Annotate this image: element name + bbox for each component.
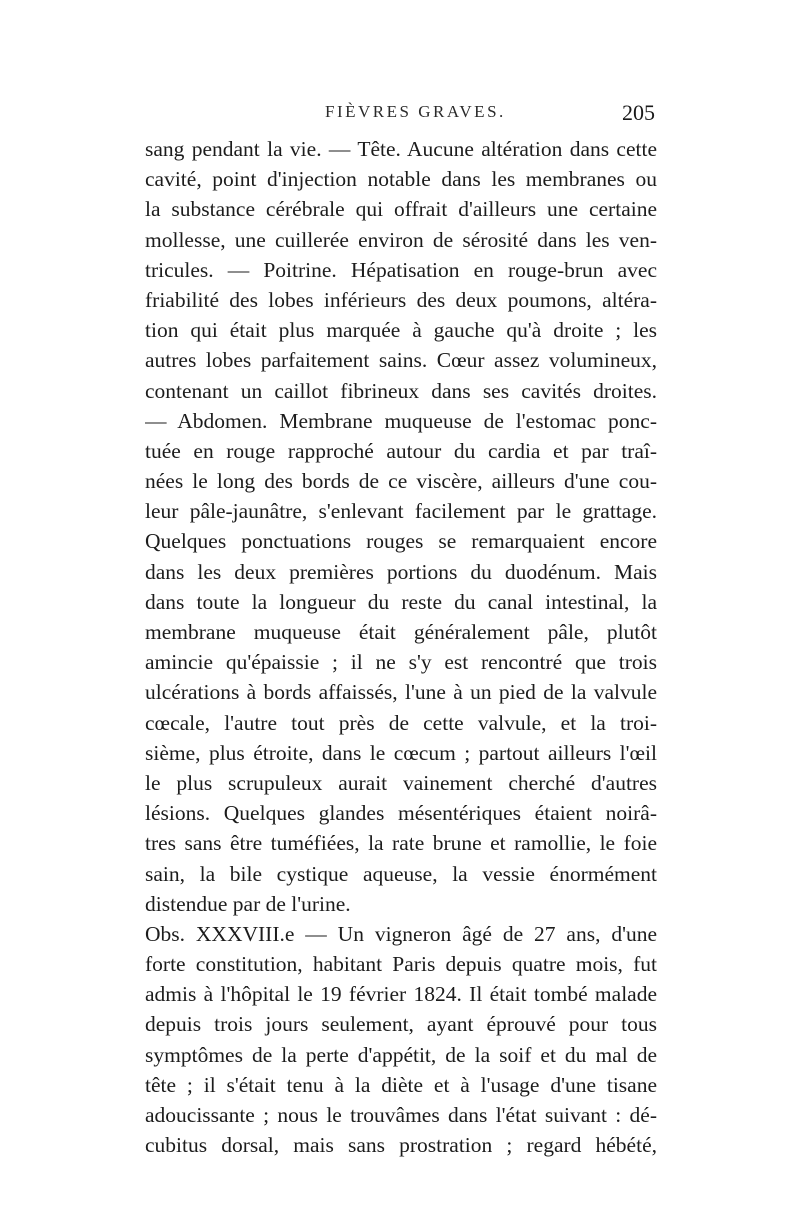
text-line: autres lobes parfaitement sains. Cœur assez volumineux, — [145, 348, 657, 373]
text-line: distendue par de l'urine. — [145, 891, 351, 916]
running-title: FIÈVRES GRAVES. — [325, 102, 506, 121]
text-line: Obs. XXXVIII.e — Un vigneron âgé de 27 ans, d'une — [145, 921, 657, 946]
text-line: la substance cérébrale qui offrait d'ailleurs une certaine — [145, 197, 657, 222]
text-line: membrane muqueuse était généralement pâle, plutôt — [145, 620, 657, 644]
text-line: contenant un caillot fibrineux dans ses cavités droites. — [145, 378, 657, 403]
text-line: nées le long des bords de ce viscère, ailleurs d'une cou- — [145, 469, 657, 494]
page-header — [145, 100, 655, 130]
text-line: tuée en rouge rapproché autour du cardia et par traî- — [145, 438, 657, 463]
text-line: symptômes de la perte d'appétit, de la soif et du mal de — [145, 1042, 657, 1067]
text-line: — Abdomen. Membrane muqueuse de l'estomac ponc- — [145, 408, 657, 433]
text-line: tête ; il s'était tenu à la diète et à l'usage d'une tisane — [145, 1072, 657, 1097]
text-line: ulcérations à bords affaissés, l'une à un pied de la valvule — [145, 680, 657, 705]
text-line: cavité, point d'injection notable dans les membranes ou — [145, 167, 657, 192]
text-line: mollesse, une cuillerée environ de sérosité dans les ven- — [145, 227, 657, 252]
text-line: cœcale, l'autre tout près de cette valvule, et la troi- — [145, 710, 657, 735]
page-number: 205 — [622, 100, 655, 125]
text-line: adoucissante ; nous le trouvâmes dans l'état suivant : dé- — [145, 1103, 657, 1127]
text-line: sième, plus étroite, dans le cœcum ; partout ailleurs l'œil — [145, 740, 657, 765]
text-line: cubitus dorsal, mais sans prostration ; regard hébété, — [145, 1133, 657, 1158]
text-line: forte constitution, habitant Paris depuis quatre mois, fut — [145, 952, 657, 977]
text-line: admis à l'hôpital le 19 février 1824. Il était tombé malade — [145, 982, 657, 1007]
text-line: amincie qu'épaissie ; il ne s'y est rencontré que trois — [145, 650, 657, 675]
text-line: tres sans être tuméfiées, la rate brune et ramollie, le foie — [145, 831, 657, 856]
text-line: leur pâle-jaunâtre, s'enlevant facilement par le grattage. — [145, 499, 657, 524]
text-line: tricules. — Poitrine. Hépatisation en rouge-brun avec — [145, 257, 657, 282]
text-line: sain, la bile cystique aqueuse, la vessie énormément — [145, 861, 657, 886]
text-line: dans toute la longueur du reste du canal intestinal, la — [145, 589, 657, 614]
text-line: lésions. Quelques glandes mésentériques étaient noirâ- — [145, 801, 657, 826]
text-line: dans les deux premières portions du duodénum. Mais — [145, 559, 657, 584]
text-line: Quelques ponctuations rouges se remarquaient encore — [145, 529, 657, 554]
body-text — [145, 134, 657, 1160]
text-line: sang pendant la vie. — Tête. Aucune altération dans cette — [145, 137, 657, 161]
text-line: tion qui était plus marquée à gauche qu'à droite ; les — [145, 318, 657, 343]
text-line: depuis trois jours seulement, ayant éprouvé pour tous — [145, 1012, 657, 1037]
text-line: le plus scrupuleux aurait vainement cherché d'autres — [145, 770, 657, 795]
text-line: friabilité des lobes inférieurs des deux poumons, altéra- — [145, 287, 657, 312]
